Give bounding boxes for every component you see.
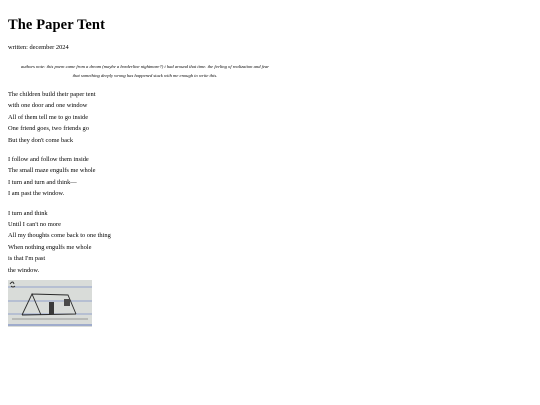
poem-line: is that I'm past	[8, 255, 46, 263]
poem-line: One friend goes, two friends go	[8, 125, 89, 133]
poem-line: I am past the window.	[8, 190, 65, 198]
poem-page	[8, 0, 532, 327]
poem-line: I turn and think	[8, 209, 48, 217]
stanza-2	[8, 154, 532, 200]
poem-line: with one door and one window	[8, 102, 88, 110]
poem-line: All of them tell me to go inside	[8, 113, 89, 121]
poem-line: I follow and follow them inside	[8, 156, 89, 164]
stanza-3	[8, 208, 532, 276]
poem-line: I turn and turn and think—	[8, 178, 77, 186]
poem-line: When nothing engulfs me whole	[8, 243, 92, 251]
written-date: written: december 2024	[8, 44, 69, 51]
poem-line: the window.	[8, 266, 40, 274]
poem-line: The children build their paper tent	[8, 91, 96, 98]
poem-line: Until I can't no more	[8, 221, 61, 229]
poem-title: The Paper Tent	[8, 17, 106, 33]
tent-door-sketch	[49, 302, 54, 314]
tent-sketch-image	[8, 280, 92, 327]
tent-window-sketch	[64, 299, 70, 306]
poem-line: The small maze engulfs me whole	[8, 167, 96, 175]
authors-note: authors note: this poem came from a dream (maybe a borderline nightmare?) i had around that time. the feeling of realization and fear that something deeply wrong has happened stuck with me enough to write this.	[20, 64, 270, 78]
poem-line: But they don't come back	[8, 136, 74, 144]
poem-line: All my thoughts come back to one thing	[8, 232, 111, 240]
stanza-1	[8, 89, 532, 146]
